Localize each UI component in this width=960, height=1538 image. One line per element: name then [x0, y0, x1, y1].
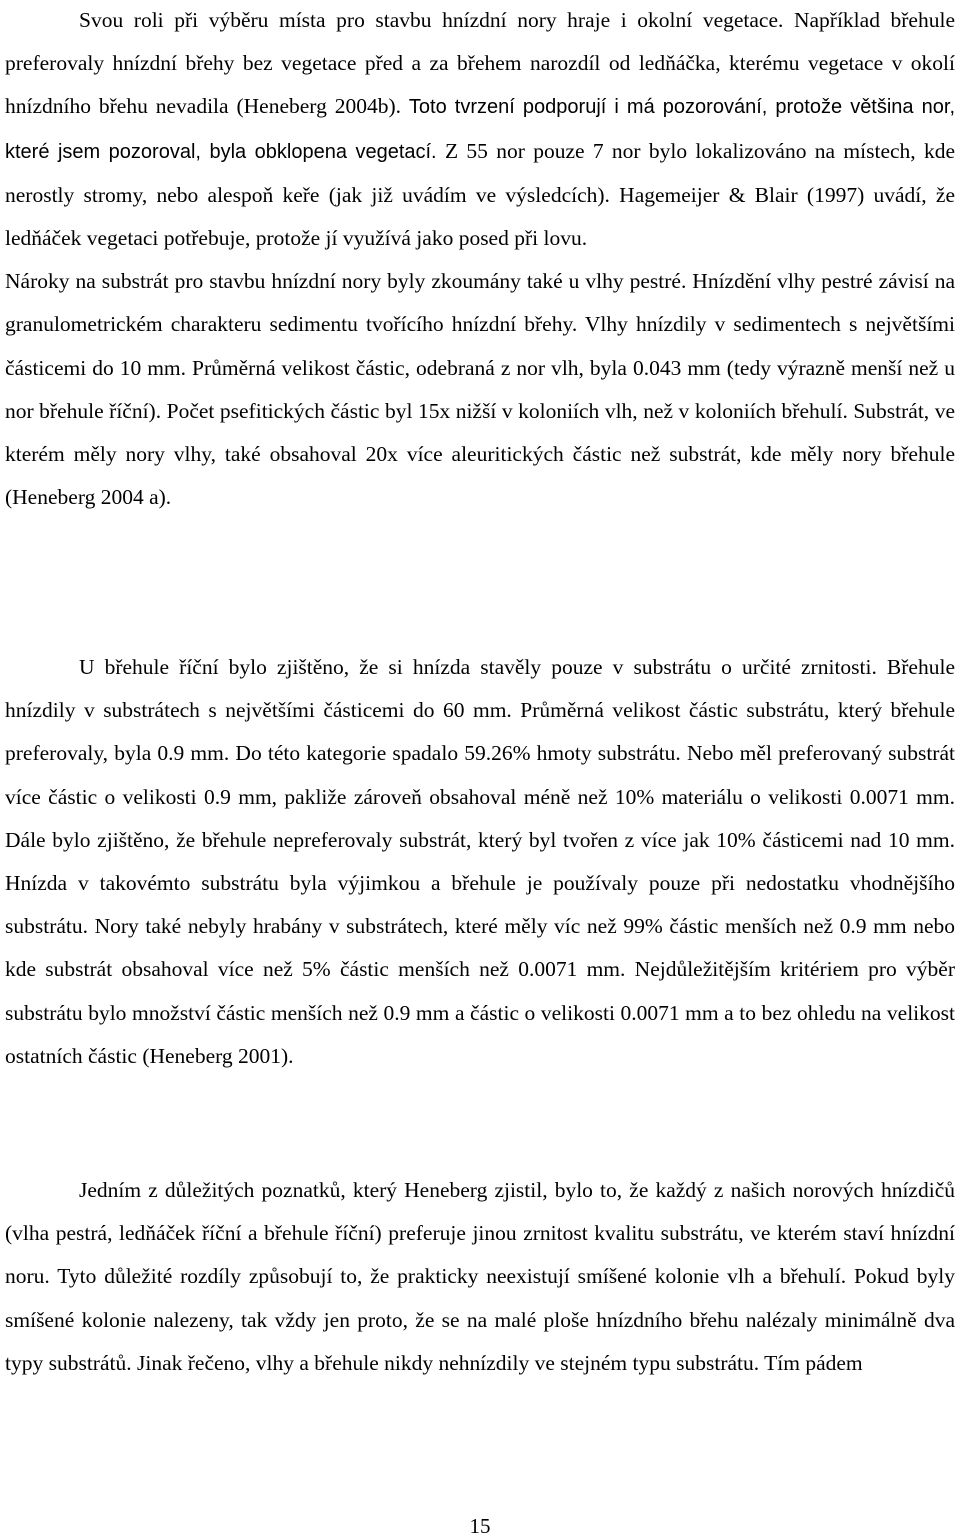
paragraph-heneberg-findings: Jedním z důležitých poznatků, který Heneberg zjistil, bylo to, že každý z našich norových hnízdičů (vlha pestrá, ledňáček říční a břehule říční) preferuje jinou zrnitost kvalitu substrátu, ve kterém staví hnízdní noru. Tyto důležité rozdíly způsobují to, že prakticky neexistují smíšené kolonie vlh a břehulí. Pokud byly smíšené kolonie nalezeny, tak vždy jen proto, že se na malé ploše hnízdního břehu nalézaly minimálně dva typy substrátů. Jinak řečeno, vlhy a břehule nikdy nehnízdily ve stejném typu substrátu. Tím pádem: [5, 1178, 955, 1375]
page-number: 15: [469, 1514, 491, 1538]
text-run-sans-observation: Toto tvrzení podporují i má pozorování, protože většina nor, které jsem pozoroval, byla obklopena vegetací.: [5, 96, 956, 163]
text-run-serif-2: Z 55 nor pouze 7 nor bylo lokalizováno na místech, kde nerostly stromy, nebo alespoň keře (jak již uvádím ve výsledcích). Hagemeijer & Blair (1997) uvádí, že ledňáček vegetaci potřebuje, protože jí využívá jako posed při lovu.: [5, 138, 956, 251]
paragraph-sand-martin-substrate: U břehule říční bylo zjištěno, že si hnízda stavěly pouze v substrátu o určité zrnitosti. Břehule hnízdily v substrátech s největšími částicemi do 60 mm. Průměrná velikost částic substrátu, který břehule preferovaly, byla 0.9 mm. Do této kategorie spadalo 59.26% hmoty substrátu. Nebo měl preferovaný substrát více částic o velikosti 0.9 mm, pakliže zároveň obsahoval méně než 10% materiálu o velikosti 0.0071 mm. Dále bylo zjištěno, že břehule nepreferovaly substrát, který byl tvořen z více jak 10% částicemi nad 10 mm. Hnízda v takovémto substrátu byla výjimkou a břehule je používaly pouze při nedostatku vhodnějšího substrátu. Nory také nebyly hrabány v substrátech, které měly víc než 99% částic menších než 0.9 mm nebo kde substrát obsahoval více než 5% částic menších než 0.0071 mm. Nejdůležitějším kritériem pro výběr substrátu bylo množství částic menších než 0.9 mm a částic o velikosti 0.0071 mm a to bez ohledu na velikost ostatních částic (Heneberg 2001).: [5, 655, 955, 1068]
text-run-serif-3: Nároky na substrát pro stavbu hnízdní nory byly zkoumány také u vlhy pestré. Hnízdění vlhy pestré závisí na granulometrickém charakteru sedimentu tvořícího hnízdní břehy. Vlhy hnízdily v sedimentech s největšími částicemi do 10 mm. Průměrná velikost částic, odebraná z nor vlh, byla 0.043 mm (tedy výrazně menší než u nor břehule říční). Počet psefitických částic byl 15x nižší v koloniích vlh, než v koloniích břehulí. Substrát, ve kterém měly nory vlhy, také obsahoval 20x více aleuritických částic než substrát, kde měly nory břehule (Heneberg 2004 a).: [5, 269, 955, 510]
text-run-serif-1: Svou roli při výběru místa pro stavbu hnízdní nory hraje i okolní vegetace. Například břehule preferovaly hnízdní břehy bez vegetace před a za břehem narozdíl od ledňáčka, kterému vegetace v okolí hnízdního břehu nevadila (Heneberg 2004b).: [5, 8, 955, 119]
paragraph-vegetation-substrate: [5, 0, 955, 519]
